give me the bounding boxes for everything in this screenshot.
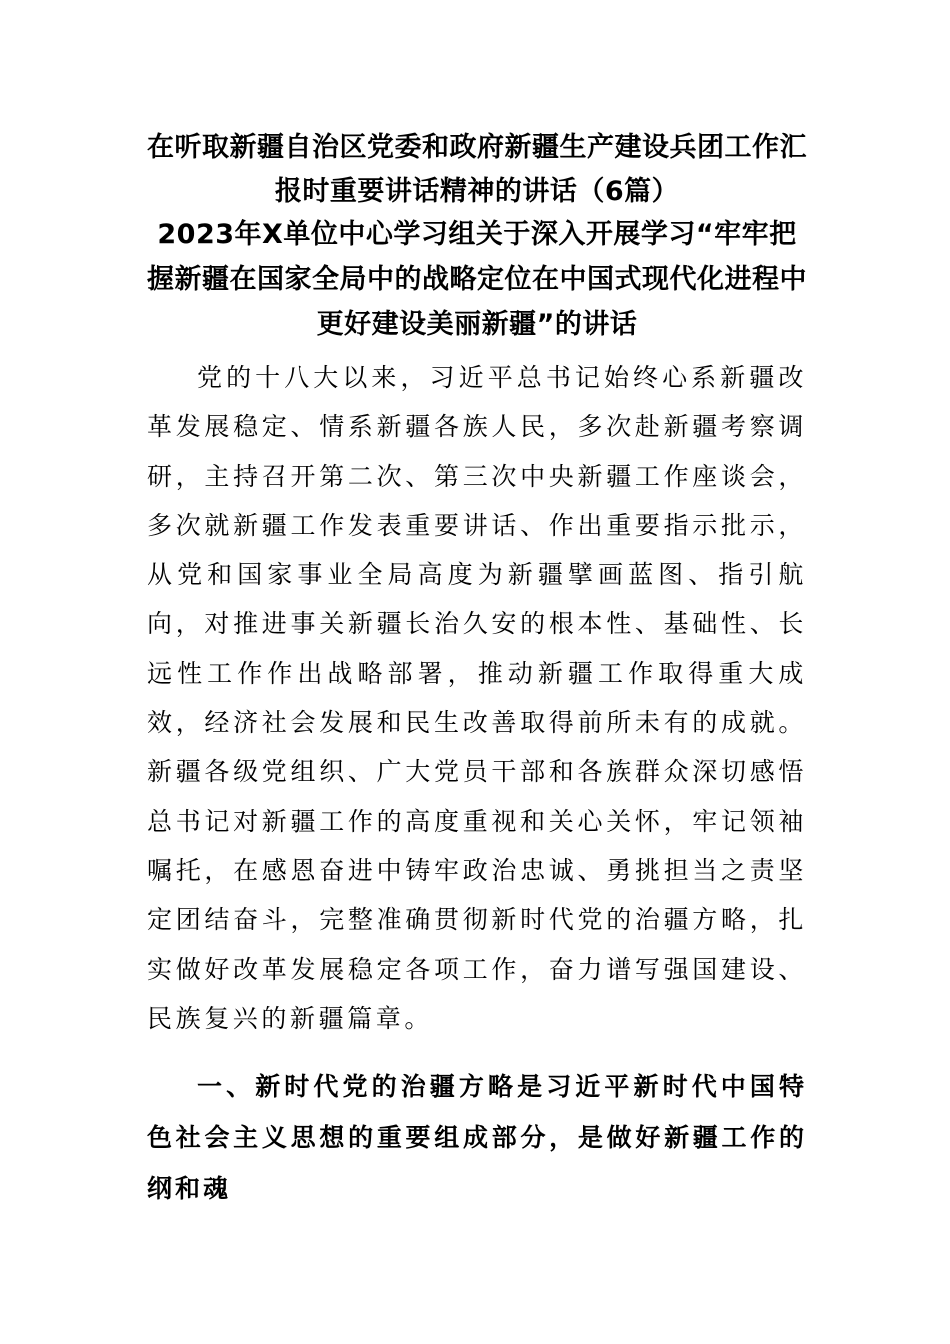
document-page (147, 126, 807, 1214)
body-paragraph: 党的十八大以来，习近平总书记始终心系新疆改革发展稳定、情系新疆各族人民，多次赴新疆考察调研，主持召开第二次、第三次中央新疆工作座谈会，多次就新疆工作发表重要讲话、作出重要指示批示，从党和国家事业全局高度为新疆擘画蓝图、指引航向，对推进事关新疆长治久安的根本性、基础性、长远性工作作出战略部署，推动新疆工作取得重大成效，经济社会发展和民生改善取得前所未有的成就。新疆各级党组织、广大党员干部和各族群众深切感悟总书记对新疆工作的高度重视和关心关怀，牢记领袖嘱托，在感恩奋进中铸牢政治忠诚、勇挑担当之责坚定团结奋斗，完整准确贯彻新时代党的治疆方略，扎实做好改革发展稳定各项工作，奋力谱写强国建设、民族复兴的新疆篇章。 (147, 363, 807, 1033)
document-subtitle: 2023年X单位中心学习组关于深入开展学习“牢牢把握新疆在国家全局中的战略定位在中国式现代化进程中更好建设美丽新疆”的讲话 (147, 219, 807, 340)
section-heading: 一、新时代党的治疆方略是习近平新时代中国特色社会主义思想的重要组成部分，是做好新疆工作的纲和魂 (147, 1072, 807, 1204)
document-title: 在听取新疆自治区党委和政府新疆生产建设兵团工作汇报时重要讲话精神的讲话（6篇） (147, 132, 807, 207)
